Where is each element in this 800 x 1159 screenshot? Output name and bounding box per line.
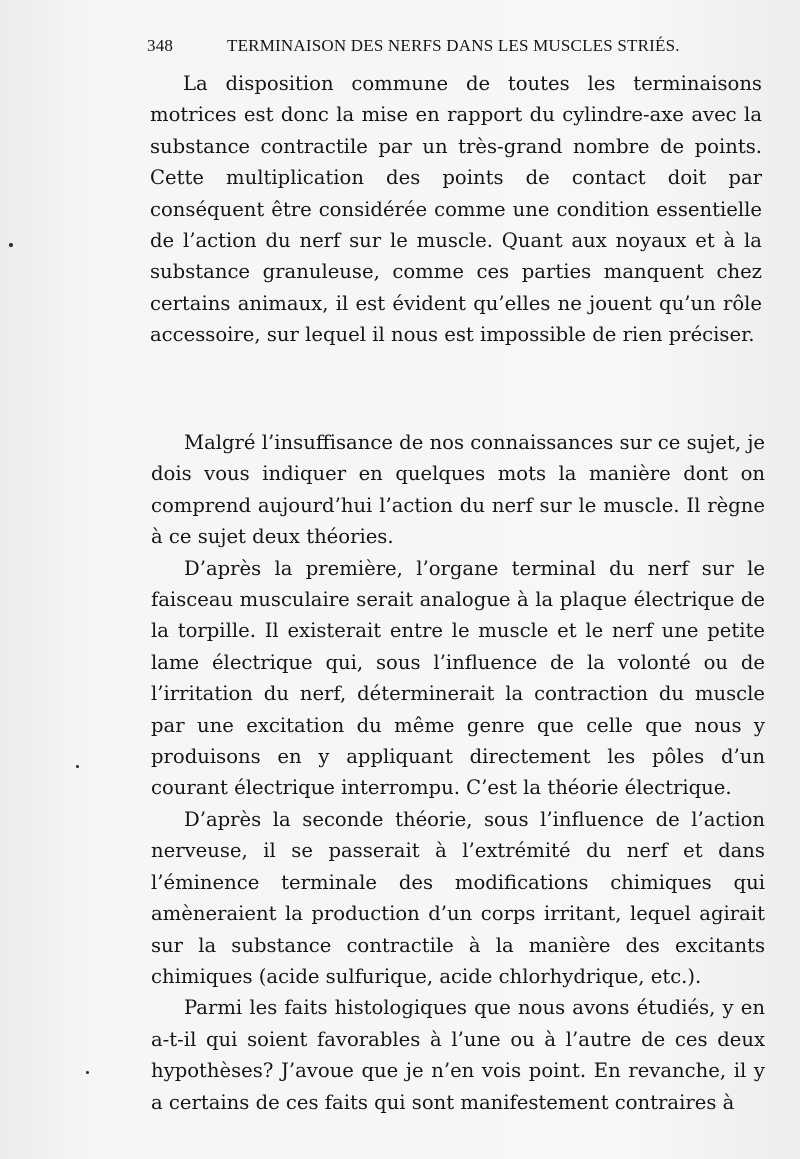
paragraph: D’après la seconde théorie, sous l’influence de l’action nerveuse, il se passerait à l’extrémité du nerf et dans l’éminence terminale des modifications chimiques qui amèneraient la production d’un corps irritant, lequel agirait sur la substance contractile à la manière des excitants chimiques (acide sulfurique, acide chlorhydrique, etc.).: [151, 807, 765, 988]
running-head: [147, 36, 767, 60]
paragraph: La disposition commune de toutes les terminaisons motrices est donc la mise en rapport du cylindre-axe avec la substance contractile par un très-grand nombre de points. Cette multiplication des points de contact doit par conséquent être considérée comme une condition essentielle de l’action du nerf sur le muscle. Quant aux noyaux et à la substance granuleuse, comme ces parties manquent chez certains animaux, il est évident qu’elles ne jouent qu’un rôle accessoire, sur lequel il nous est impossible de rien préciser.: [150, 72, 762, 347]
speck-mark: [86, 1071, 89, 1074]
paragraph: Malgré l’insuffisance de nos connaissances sur ce sujet, je dois vous indiquer en quelques mots la manière dont on comprend aujourd’hui l’action du nerf sur le muscle. Il règne à ce sujet deux théories.: [151, 431, 765, 549]
text-block-bottom: [151, 427, 765, 1118]
page-number: 348: [147, 36, 174, 55]
text-block-top: [150, 68, 762, 351]
paragraph: D’après la première, l’organe terminal du nerf sur le faisceau musculaire serait analogue à la plaque électrique de la torpille. Il existerait entre le muscle et le nerf une petite lame électrique qui, sous l’influence de la volonté ou de l’irritation du nerf, déterminerait la contraction du muscle par une excitation du même genre que celle que nous y produisons en y appliquant directement les pôles d’un courant électrique interrompu. C’est la théorie électrique.: [151, 556, 765, 800]
paragraph: Parmi les faits histologiques que nous avons étudiés, y en a-t-il qui soient favorables à l’une ou à l’autre de ces deux hypothèses? J’avoue que je n’en vois point. En revanche, il y a certains de ces faits qui sont manifestement contraires à: [151, 996, 765, 1114]
speck-mark: [76, 765, 79, 768]
chapter-title: TERMINAISON DES NERFS DANS LES MUSCLES STRIÉS.: [227, 36, 680, 55]
speck-mark: [9, 243, 13, 247]
